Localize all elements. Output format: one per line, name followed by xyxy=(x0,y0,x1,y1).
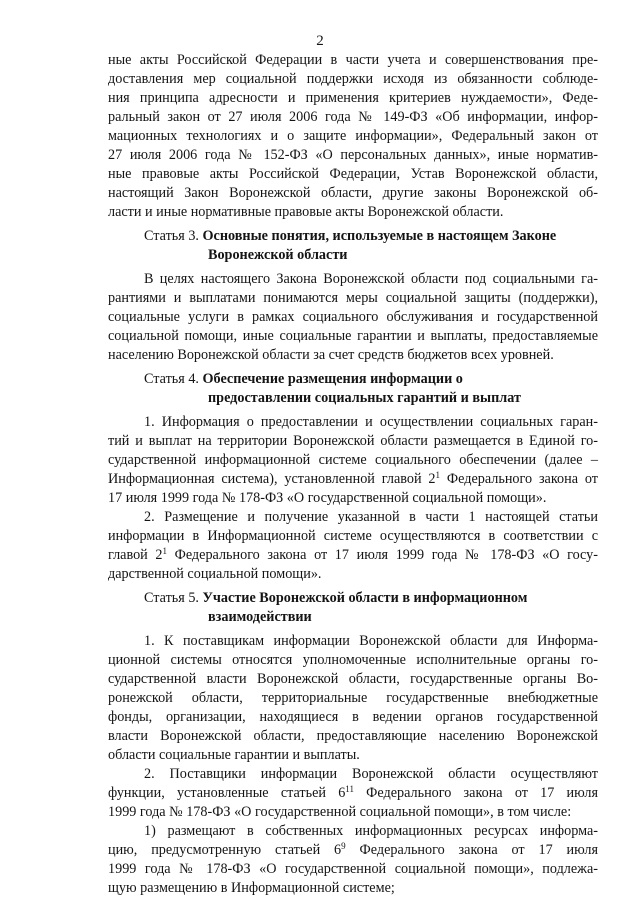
text-line: 2. Поставщики информации Воронежской области осуществляют xyxy=(144,766,598,782)
text-line: В целях настоящего Закона Воронежской области под социальными га- xyxy=(144,271,598,287)
article-title: Основные понятия, используемые в настоящем Законе xyxy=(202,228,557,244)
text-line: власти Воронежской области, предоставляющие населению Воронежской xyxy=(108,728,598,744)
article-heading-line: Статья 3. Основные понятия, используемые в настоящем Законе xyxy=(144,228,557,244)
text-line: фонды, организации, находящиеся в ведении органов государственной xyxy=(108,709,598,725)
article-heading-line xyxy=(208,608,598,626)
text-line: области социальные гарантии и выплаты. xyxy=(108,747,360,763)
text-line: 2. Размещение и получение указанной в части 1 настоящей статьи xyxy=(144,509,598,525)
text-line: 1. К поставщикам информации Воронежской области для Информа- xyxy=(144,633,598,649)
article-title: Обеспечение размещения информации о xyxy=(202,371,463,387)
text-line: настоящий Закон Воронежской области, другие законы Воронежской об- xyxy=(108,185,598,201)
article-title: Участие Воронежской области в информационном xyxy=(202,590,528,606)
text-line: ласти и иные нормативные правовые акты Воронежской области. xyxy=(108,204,504,220)
text-line: ронежской области, территориальные государственные внебюджетные xyxy=(108,690,598,706)
text-line: ральный закон от 27 июля 2006 года № 149-ФЗ «Об информации, инфор- xyxy=(108,109,598,125)
text-line: доставления мер социальной поддержки исходя из обязанности соблюде- xyxy=(108,71,598,87)
text-line: ные правовые акты Российской Федерации, Устав Воронежской области, xyxy=(108,166,598,182)
article-heading-line: Статья 4. Обеспечение размещения информации о xyxy=(144,371,463,387)
text-line: 27 июля 2006 года № 152-ФЗ «О персональных данных», иные норматив- xyxy=(108,147,598,163)
text-line: населению Воронежской области за счет средств бюджетов всех уровней. xyxy=(108,347,554,363)
text-line: дарственной социальной помощи». xyxy=(108,566,322,582)
page-number: 2 xyxy=(316,33,324,49)
text-line: тий и выплат на территории Воронежской области размещается в Единой го- xyxy=(108,433,598,449)
article-title: Воронежской области xyxy=(208,247,348,263)
article-title: взаимодействии xyxy=(208,609,312,625)
text-line: щую размещению в Информационной системе; xyxy=(108,880,395,896)
text-line: ния принципа адресности и применения критериев нуждаемости», Феде- xyxy=(108,90,598,106)
text-line: ные акты Российской Федерации в части учета и совершенствования пре- xyxy=(108,52,598,68)
text-line: функции, установленные статьей $6^{11}$ Федерального закона от 17 июля xyxy=(108,784,598,801)
article-heading-line xyxy=(208,246,598,264)
text-line: 1999 года № 178-ФЗ «О государственной социальной помощи», подлежа- xyxy=(108,861,598,877)
text-line: ционной системы относятся уполномоченные исполнительные органы го- xyxy=(108,652,598,668)
text-line: мационных технологиях и о защите информации», Федеральный закон от xyxy=(108,128,598,144)
article-heading-line: Статья 5. Участие Воронежской области в информационном xyxy=(144,590,528,606)
text-line: социальные услуги в рамках социального обслуживания и государственной xyxy=(108,309,598,325)
text-line: главой $2^1$ Федерального закона от 17 июля 1999 года № 178-ФЗ «О госу- xyxy=(108,546,598,563)
text-line: рантиями и выплатами понимаются меры социальной защиты (поддержки), xyxy=(108,290,598,306)
article-title: предоставлении социальных гарантий и выплат xyxy=(208,390,521,406)
text-line: социальной помощи, иные социальные гарантии и выплаты, предоставляемые xyxy=(108,328,598,344)
text-line: Информационная система), установленной главой $2^1$ Федерального закона от xyxy=(108,470,599,487)
text-line: 17 июля 1999 года № 178-ФЗ «О государственной социальной помощи». xyxy=(108,490,547,506)
text-line: информации в Информационной системе осуществляются в соответствии с xyxy=(108,528,598,544)
text-line: 1) размещают в собственных информационных ресурсах информа- xyxy=(144,823,598,839)
text-line: цию, предусмотренную статьей $6^9$ Федерального закона от 17 июля xyxy=(108,841,598,858)
text-line: сударственной власти Воронежской области, государственные органы Во- xyxy=(108,671,598,687)
text-line: 1. Информация о предоставлении и осуществлении социальных гаран- xyxy=(144,414,598,430)
article-heading-line xyxy=(208,389,598,407)
text-line: 1999 года № 178-ФЗ «О государственной социальной помощи», в том числе: xyxy=(108,804,572,820)
text-line: сударственной информационной системе социального обеспечении (далее – xyxy=(108,452,598,468)
